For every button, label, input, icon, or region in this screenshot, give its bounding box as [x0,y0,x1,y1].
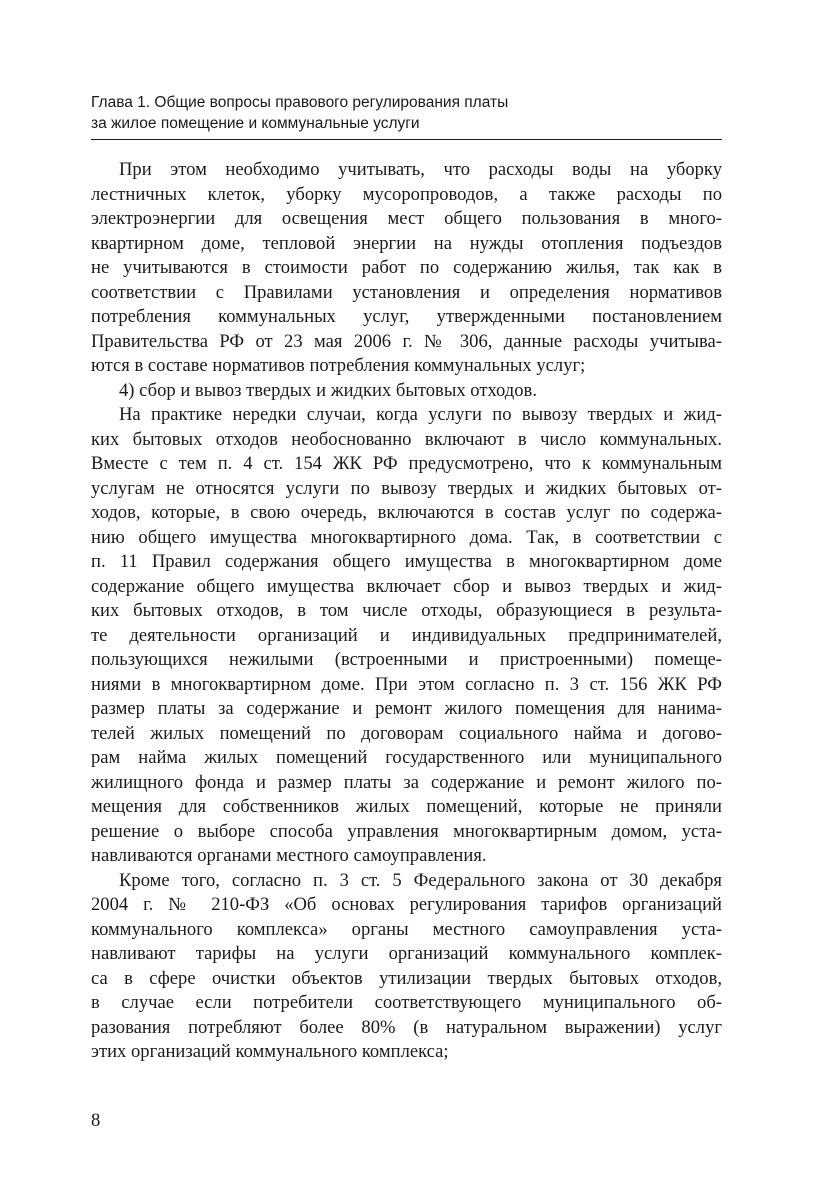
text-line: размер платы за содержание и ремонт жилого помещения для нанима- [91,698,722,719]
text-line: услугам не относятся услуги по вывозу твердых и жидких бытовых от- [91,477,722,499]
text-line: Вместе с тем п. 4 ст. 154 ЖК РФ предусмотрено, что к коммунальным [91,453,722,474]
text-line: На практике нередки случаи, когда услуги по вывозу твердых и жид- [119,404,722,425]
text-line: те деятельности организаций и индивидуальных предпринимателей, [91,624,722,646]
text-line: навливаются органами местного самоуправления. [91,845,487,866]
page-number: 8 [91,1110,101,1131]
text-line: са в сфере очистки объектов утилизации твердых бытовых отходов, [91,967,722,989]
text-line: рам найма жилых помещений государственного или муниципального [91,747,722,768]
text-line: ходов, которые, в свою очередь, включаются в состав услуг по содержа- [91,502,722,523]
text-line: содержание общего имущества включает сбор и вывоз твердых и жид- [91,575,722,597]
running-header-line-1: Глава 1. Общие вопросы правового регулирования платы [91,94,509,111]
body-text [91,158,722,1065]
text-line: решение о выборе способа управления многоквартирным домом, уста- [91,820,722,842]
text-line: соответствии с Правилами установления и определения нормативов [91,281,722,303]
text-line: этих организаций коммунального комплекса; [91,1041,449,1062]
text-line: навливают тарифы на услуги организаций коммунального комплек- [91,943,722,964]
running-header [91,92,722,140]
text-line: ются в составе нормативов потребления коммунальных услуг; [91,355,586,376]
text-line: жилищного фонда и размер платы за содержание и ремонт жилого по- [91,771,722,793]
text-line: пользующихся нежилыми (встроенными и пристроенными) помеще- [91,649,722,670]
paragraph-4 [91,869,722,1065]
text-line: разования потребляют более 80% (в натуральном выражении) услуг [91,1016,722,1038]
text-line: Правительства РФ от 23 мая 2006 г. № 306, данные расходы учитыва- [91,330,722,352]
text-line: потребления коммунальных услуг, утвержденными постановлением [91,306,722,327]
text-line: ниями в многоквартирном доме. При этом согласно п. 3 ст. 156 ЖК РФ [91,673,722,695]
text-line: не учитываются в стоимости работ по содержанию жилья, так как в [91,257,722,278]
text-line: п. 11 Правил содержания общего имущества в многоквартирном доме [91,551,722,572]
paragraph-3 [91,403,722,869]
text-line: нию общего имущества многоквартирного дома. Так, в соответствии с [91,526,722,548]
text-line: коммунального комплекса» органы местного самоуправления уста- [91,918,722,940]
text-line: квартирном доме, тепловой энергии на нужды отопления подъездов [91,232,722,254]
text-line: мещения для собственников жилых помещений, которые не приняли [91,796,722,817]
text-line: ких бытовых отходов, в том числе отходы, образующиеся в результа- [91,600,722,621]
paragraph-1 [91,158,722,379]
text-line: лестничных клеток, уборку мусоропроводов, а также расходы по [91,183,722,205]
text-line: 4) сбор и вывоз твердых и жидких бытовых отходов. [119,379,537,401]
text-line: Кроме того, согласно п. 3 ст. 5 Федерального закона от 30 декабря [119,869,722,891]
text-line: ких бытовых отходов необоснованно включают в число коммунальных. [91,428,722,450]
text-line: в случае если потребители соответствующего муниципального об- [91,992,722,1013]
text-line: телей жилых помещений по договорам социального найма и догово- [91,722,722,744]
text-line: При этом необходимо учитывать, что расходы воды на уборку [119,159,722,180]
paragraph-2 [91,379,722,404]
text-line: электроэнергии для освещения мест общего пользования в много- [91,208,722,229]
text-line: 2004 г. № 210-ФЗ «Об основах регулирования тарифов организаций [91,894,722,915]
running-header-line-2: за жилое помещение и коммунальные услуги [91,115,420,132]
